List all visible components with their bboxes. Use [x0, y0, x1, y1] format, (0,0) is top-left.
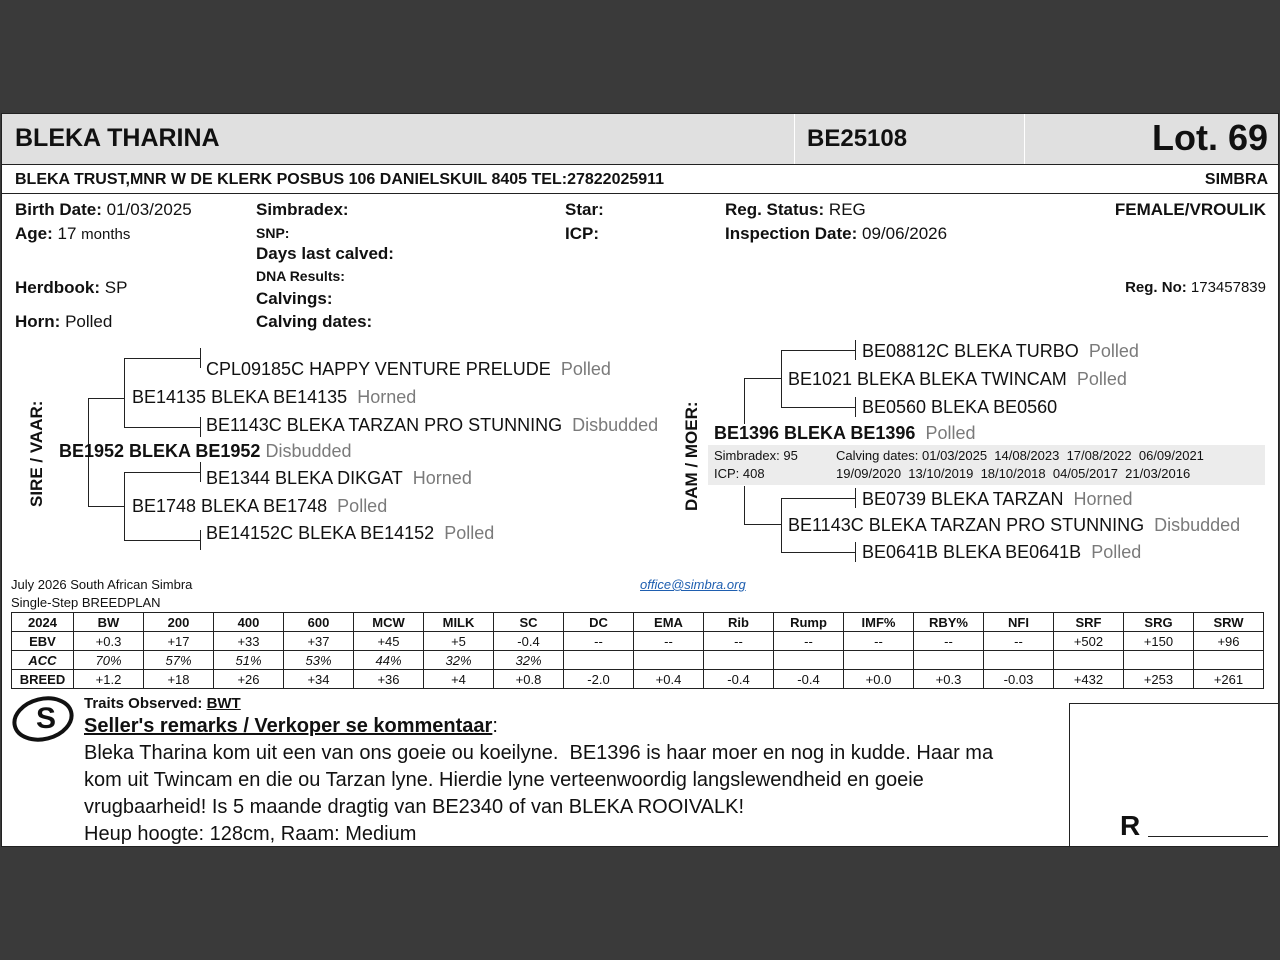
table-cell: +261: [1194, 670, 1264, 689]
sire-main: BE1952 BLEKA BE1952 Disbudded: [59, 441, 352, 461]
remarks-title: Seller's remarks / Verkoper se kommentaar:: [84, 715, 498, 737]
table-cell: --: [844, 632, 914, 651]
sire-lower-gp2: BE14152C BLEKA BE14152 Polled: [206, 523, 495, 543]
icp-label: ICP:: [565, 224, 599, 243]
table-cell: [914, 651, 984, 670]
reg-number: Reg. No: 173457839: [1125, 279, 1266, 296]
table-cell: --: [564, 632, 634, 651]
table-cell: +37: [284, 632, 354, 651]
breed-row: [12, 670, 1264, 689]
table-cell: 57%: [144, 651, 214, 670]
table-cell: DC: [564, 613, 634, 632]
dam-side-label: DAM / MOER:: [682, 401, 701, 511]
traits-observed: Traits Observed: BWT: [84, 695, 241, 712]
table-cell: Rump: [774, 613, 844, 632]
table-cell: +0.8: [494, 670, 564, 689]
remarks-line-1: Bleka Tharina kom uit een van ons goeie ou koeilyne. BE1396 is haar moer en nog in kudde. Haar ma: [84, 742, 994, 764]
ebv-row: [12, 632, 1264, 651]
table-cell: [774, 651, 844, 670]
dam-main: BE1396 BLEKA BE1396 Polled: [714, 423, 976, 443]
table-cell: 44%: [354, 651, 424, 670]
table-cell: +0.3: [74, 632, 144, 651]
table-cell: --: [774, 632, 844, 651]
table-cell: SC: [494, 613, 564, 632]
table-cell: +0.0: [844, 670, 914, 689]
dam-upper-gp2: BE0560 BLEKA BE0560: [862, 397, 1058, 417]
dam-lower-gp2: BE0641B BLEKA BE0641B Polled: [862, 542, 1142, 562]
dam-stats-box: [708, 445, 1265, 485]
remarks-line-2: kom uit Twincam en die ou Tarzan lyne. Hierdie lyne verteenwoordig langslewendheid en goeie: [84, 769, 924, 791]
table-cell: 600: [284, 613, 354, 632]
sex-label: FEMALE/VROULIK: [1114, 200, 1266, 219]
table-cell: +34: [284, 670, 354, 689]
svg-text:S: S: [36, 702, 57, 735]
calving-dates-label: Calving dates:: [256, 312, 373, 331]
calvings-label: Calvings:: [256, 289, 333, 308]
snp-label: SNP:: [256, 225, 290, 241]
remarks-line-3: vrugbaarheid! Is 5 maande dragtig van BE2340 of van BLEKA ROOIVALK!: [84, 796, 745, 818]
simbra-logo-icon: [12, 694, 76, 744]
breedplan-title: July 2026 South African Simbra: [11, 577, 193, 592]
table-cell: BREED: [12, 670, 74, 689]
table-cell: +26: [214, 670, 284, 689]
table-cell: +1.2: [74, 670, 144, 689]
table-cell: [1194, 651, 1264, 670]
table-cell: +17: [144, 632, 214, 651]
sire-upper-gp2: BE1143C BLEKA TARZAN PRO STUNNING Disbudded: [206, 415, 659, 435]
remarks-line-4: Heup hoogte: 128cm, Raam: Medium: [84, 823, 417, 845]
table-cell: --: [634, 632, 704, 651]
table-cell: +502: [1054, 632, 1124, 651]
table-cell: +33: [214, 632, 284, 651]
ebv-table: [11, 612, 1264, 689]
table-cell: EBV: [12, 632, 74, 651]
dam-lower-gp1: BE0739 BLEKA TARZAN Horned: [862, 489, 1133, 509]
animal-name: BLEKA THARINA: [15, 124, 220, 152]
table-cell: [634, 651, 704, 670]
table-cell: -0.4: [704, 670, 774, 689]
lot-card: [1, 113, 1279, 847]
table-cell: +5: [424, 632, 494, 651]
table-cell: +45: [354, 632, 424, 651]
table-cell: [564, 651, 634, 670]
table-cell: +432: [1054, 670, 1124, 689]
dam-upper-parent: BE1021 BLEKA BLEKA TWINCAM Polled: [788, 369, 1127, 389]
sire-upper-parent: BE14135 BLEKA BE14135 Horned: [132, 387, 417, 407]
email-link[interactable]: office@simbra.org: [640, 577, 746, 592]
table-cell: +253: [1124, 670, 1194, 689]
dam-icp: ICP: 408: [714, 466, 765, 481]
price-label: R: [1120, 810, 1141, 841]
table-cell: 51%: [214, 651, 284, 670]
table-cell: SRW: [1194, 613, 1264, 632]
dam-calving-dates-2: 19/09/2020 13/10/2019 18/10/2018 04/05/2017 21/03/2016: [836, 466, 1191, 481]
table-cell: -0.4: [774, 670, 844, 689]
horn: Horn: Polled: [15, 312, 113, 331]
age: Age: 17 months: [15, 224, 131, 243]
table-cell: SRG: [1124, 613, 1194, 632]
table-cell: +4: [424, 670, 494, 689]
table-cell: [844, 651, 914, 670]
table-cell: [704, 651, 774, 670]
table-cell: 53%: [284, 651, 354, 670]
reg-status: Reg. Status: REG: [725, 200, 866, 219]
table-cell: SRF: [1054, 613, 1124, 632]
table-cell: 32%: [424, 651, 494, 670]
table-cell: 70%: [74, 651, 144, 670]
table-cell: 2024: [12, 613, 74, 632]
table-cell: -2.0: [564, 670, 634, 689]
table-cell: +36: [354, 670, 424, 689]
table-cell: -0.4: [494, 632, 564, 651]
breed-label: SIMBRA: [1204, 171, 1268, 188]
table-cell: --: [914, 632, 984, 651]
lot-number: Lot. 69: [1151, 117, 1268, 158]
table-cell: BW: [74, 613, 144, 632]
table-cell: 32%: [494, 651, 564, 670]
table-cell: 200: [144, 613, 214, 632]
days-last-calved-label: Days last calved:: [256, 244, 394, 263]
table-cell: --: [984, 632, 1054, 651]
table-cell: NFI: [984, 613, 1054, 632]
table-cell: +150: [1124, 632, 1194, 651]
birth-date: Birth Date: 01/03/2025: [15, 200, 192, 219]
animal-id: BE25108: [807, 125, 908, 152]
simbradex-label: Simbradex:: [256, 200, 349, 219]
dam-lower-parent: BE1143C BLEKA TARZAN PRO STUNNING Disbudded: [788, 515, 1241, 535]
table-cell: RBY%: [914, 613, 984, 632]
owner-row: [2, 165, 1279, 194]
table-cell: [1124, 651, 1194, 670]
herdbook: Herdbook: SP: [15, 278, 128, 297]
owner-info: BLEKA TRUST,MNR W DE KLERK POSBUS 106 DANIELSKUIL 8405 TEL:27822025911: [15, 171, 665, 188]
header-bar: [2, 114, 1279, 165]
star-label: Star:: [565, 200, 604, 219]
dam-upper-gp1: BE08812C BLEKA TURBO Polled: [862, 341, 1139, 361]
table-cell: MILK: [424, 613, 494, 632]
sire-upper-gp1: CPL09185C HAPPY VENTURE PRELUDE Polled: [206, 359, 611, 379]
dam-simbradex: Simbradex: 95: [714, 448, 798, 463]
table-cell: ACC: [12, 651, 74, 670]
breedplan-subtitle: Single-Step BREEDPLAN: [11, 595, 161, 610]
dam-calving-dates-1: Calving dates: 01/03/2025 14/08/2023 17/08/2022 06/09/2021: [836, 448, 1204, 463]
table-cell: --: [704, 632, 774, 651]
table-cell: +0.4: [634, 670, 704, 689]
inspection-date: Inspection Date: 09/06/2026: [725, 224, 948, 243]
table-cell: Rib: [704, 613, 774, 632]
table-cell: +96: [1194, 632, 1264, 651]
price-line[interactable]: [1148, 836, 1268, 837]
table-cell: [1054, 651, 1124, 670]
acc-row: [12, 651, 1264, 670]
table-cell: EMA: [634, 613, 704, 632]
sire-lower-parent: BE1748 BLEKA BE1748 Polled: [132, 496, 388, 516]
sire-side-label: SIRE / VAAR:: [27, 400, 46, 507]
table-cell: +0.3: [914, 670, 984, 689]
table-cell: [984, 651, 1054, 670]
ebv-header-row: [12, 613, 1264, 632]
price-box: [1069, 703, 1279, 847]
table-cell: +18: [144, 670, 214, 689]
table-cell: -0.03: [984, 670, 1054, 689]
table-cell: 400: [214, 613, 284, 632]
table-cell: IMF%: [844, 613, 914, 632]
sire-lower-gp1: BE1344 BLEKA DIKGAT Horned: [206, 468, 472, 488]
table-cell: MCW: [354, 613, 424, 632]
dna-results-label: DNA Results:: [256, 268, 345, 284]
